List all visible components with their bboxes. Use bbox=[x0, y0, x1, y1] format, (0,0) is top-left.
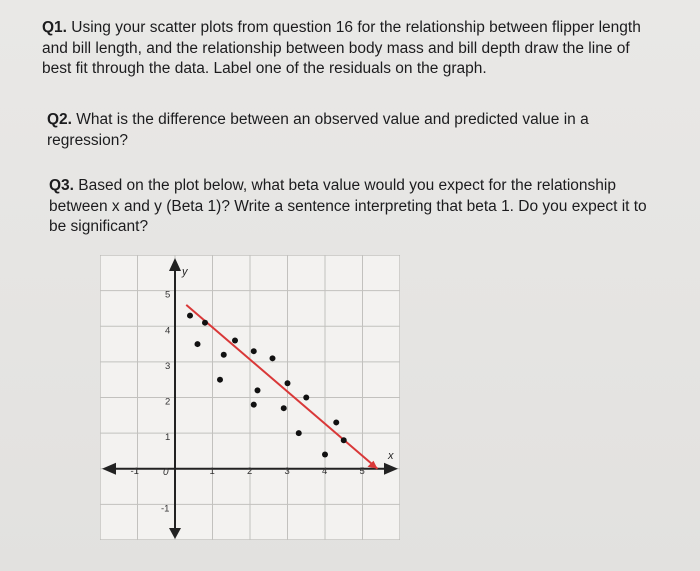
data-point bbox=[322, 452, 328, 458]
y-tick-label: 2 bbox=[165, 396, 171, 408]
x-tick-label: 2 bbox=[247, 465, 253, 477]
y-tick-label: 4 bbox=[165, 325, 171, 337]
q3-line-1 bbox=[49, 176, 689, 197]
data-point bbox=[187, 313, 193, 319]
q1-line-3: best fit through the data. Label one of the residuals on the graph. bbox=[42, 60, 487, 77]
data-point bbox=[285, 380, 291, 386]
y-tick-label: 5 bbox=[165, 289, 171, 301]
y-tick-label: 3 bbox=[165, 360, 171, 372]
q3-line-2: between x and y (Beta 1)? Write a sentence interpreting that beta 1. Do you expect it to bbox=[49, 197, 647, 215]
y-tick-label: 1 bbox=[165, 432, 171, 444]
q3-label: Q3. bbox=[49, 177, 74, 194]
scatter-plot bbox=[100, 255, 400, 540]
data-point bbox=[303, 395, 309, 401]
x-tick-label: 3 bbox=[284, 465, 290, 477]
y-tick-label: -1 bbox=[161, 503, 170, 515]
q1-label: Q1. bbox=[42, 19, 67, 36]
x-tick-label: -1 bbox=[130, 465, 139, 477]
q1-line-2: and bill length, and the relationship between body mass and bill depth draw the line of bbox=[42, 39, 630, 57]
x-axis-label: x bbox=[388, 449, 394, 462]
data-point bbox=[217, 377, 223, 383]
q1-text-1: Using your scatter plots from question 16 for the relationship between flipper length bbox=[71, 19, 641, 36]
q3-text-1: Based on the plot below, what beta value would you expect for the relationship bbox=[78, 177, 616, 194]
q3-line-3: be significant? bbox=[49, 218, 149, 235]
data-point bbox=[195, 341, 201, 347]
data-point bbox=[221, 352, 227, 358]
x-tick-label: 5 bbox=[359, 465, 365, 477]
q2-line-1 bbox=[47, 110, 677, 131]
data-point bbox=[255, 387, 261, 393]
data-point bbox=[281, 405, 287, 411]
question-1 bbox=[42, 18, 687, 80]
question-3 bbox=[49, 176, 689, 238]
data-point bbox=[202, 320, 208, 326]
x-tick-label: 1 bbox=[209, 465, 215, 477]
data-point bbox=[341, 437, 347, 443]
q1-line-1 bbox=[42, 18, 687, 39]
q2-text-1: What is the difference between an observed value and predicted value in a bbox=[76, 111, 589, 128]
data-point bbox=[333, 419, 339, 425]
y-axis-label: y bbox=[182, 266, 188, 278]
data-point bbox=[251, 348, 257, 354]
origin-label: 0 bbox=[163, 466, 169, 478]
x-tick-label: 4 bbox=[322, 465, 328, 477]
data-point bbox=[270, 355, 276, 361]
question-2 bbox=[47, 110, 677, 151]
q2-label: Q2. bbox=[47, 111, 72, 128]
data-point bbox=[296, 430, 302, 436]
data-point bbox=[232, 338, 238, 344]
q2-line-2: regression? bbox=[47, 131, 128, 149]
data-point bbox=[251, 402, 257, 408]
